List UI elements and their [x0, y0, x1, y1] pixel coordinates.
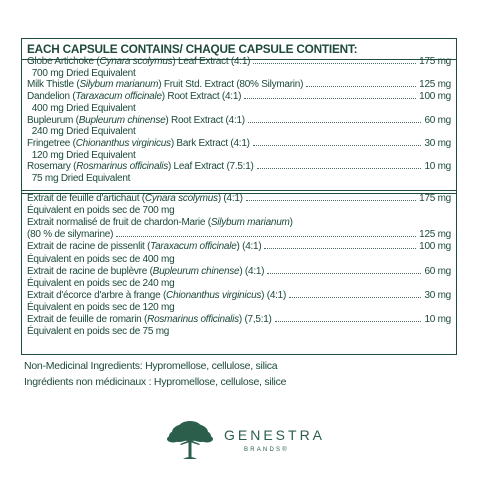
- ingredient-row: [27, 150, 451, 161]
- dot-leader: [253, 145, 422, 146]
- ingredient-text: Dandelion (: [27, 91, 76, 103]
- ingredient-row: [27, 193, 451, 204]
- dot-leader: [264, 248, 416, 249]
- ingredient-text: Extrait de racine de buplèvre (: [27, 265, 153, 277]
- ingredient-text: Globe Artichoke (: [27, 56, 100, 67]
- ingredient-amount: 175 mg: [419, 193, 451, 204]
- latin-name: Taraxacum officinale: [150, 241, 237, 253]
- dot-leader: [306, 86, 416, 87]
- ingredient-label: [27, 126, 136, 137]
- ingredient-label: [27, 138, 250, 149]
- ingredient-row: [27, 79, 451, 90]
- ingredient-text-suffix: ) Leaf Extract (4:1): [172, 56, 251, 67]
- ingredient-label: [27, 241, 261, 252]
- ingredient-text: 240 mg Dried Equivalent: [31, 126, 136, 138]
- ingredient-text: 75 mg Dried Equivalent: [31, 173, 131, 184]
- ingredient-text: Extrait normalisé de fruit de chardon-Marie (: [27, 217, 211, 229]
- ingredient-row: [27, 161, 451, 172]
- ingredient-label: [27, 326, 169, 337]
- ingredient-text: Milk Thistle (: [27, 79, 80, 91]
- ingredient-text: Équivalent en poids sec de 75 mg: [27, 326, 170, 338]
- dot-leader: [257, 168, 422, 169]
- ingredient-label: [27, 278, 174, 289]
- ingredient-text-suffix: ) (7,5:1): [238, 314, 272, 325]
- ingredient-text-suffix: ) (4:1): [217, 193, 243, 204]
- ingredient-label: [27, 193, 243, 204]
- brand-subtitle: BRANDS®: [244, 447, 289, 453]
- ingredient-text: Équivalent en poids sec de 700 mg: [27, 205, 175, 217]
- ingredient-amount: 100 mg: [419, 241, 451, 253]
- ingredient-amount: 10 mg: [424, 161, 451, 173]
- ingredient-label: [27, 266, 264, 277]
- latin-name: Chionanthus virginicus: [75, 137, 171, 149]
- ingredient-row: [27, 205, 451, 216]
- dot-leader: [248, 122, 422, 123]
- ingredient-label: [27, 68, 136, 79]
- ingredient-label: [27, 254, 174, 265]
- ingredient-label: [27, 217, 293, 228]
- latin-name: Rosmarinus officinalis: [76, 161, 168, 173]
- ingredient-amount: 100 mg: [419, 91, 451, 103]
- ingredient-label: [27, 56, 250, 67]
- ingredient-label: [27, 205, 174, 216]
- supplement-facts-panel: [21, 38, 457, 355]
- dot-leader: [246, 200, 416, 201]
- ingredient-text-suffix: ) Fruit Std. Extract (80% Silymarin): [158, 79, 304, 91]
- ingredient-amount: 10 mg: [424, 314, 451, 325]
- ingredient-label: [27, 91, 241, 102]
- latin-name: Silybum marianum: [79, 79, 159, 91]
- ingredient-label: [27, 161, 254, 172]
- ingredient-row: [27, 115, 451, 126]
- ingredient-text: Rosemary (: [27, 161, 77, 173]
- ingredient-text: (80 % de silymarine): [27, 229, 114, 241]
- section-divider-top: [22, 190, 456, 191]
- ingredient-amount: 175 mg: [419, 56, 451, 67]
- ingredient-row: [27, 314, 451, 325]
- ingredient-row: [27, 326, 451, 337]
- ingredient-text: Équivalent en poids sec de 400 mg: [27, 253, 175, 265]
- ingredient-text-suffix: ) Bark Extract (4:1): [170, 137, 250, 149]
- ingredient-label: [27, 103, 136, 114]
- dot-leader: [289, 297, 421, 298]
- ingredient-row: [27, 68, 451, 79]
- ingredient-row: [27, 126, 451, 137]
- ingredient-text: 400 mg Dried Equivalent: [31, 102, 136, 114]
- ingredient-label: [27, 290, 286, 301]
- ingredient-text-suffix: ) Leaf Extract (7.5:1): [167, 161, 254, 173]
- ingredient-row: [27, 103, 451, 114]
- latin-name: Silybum marianum: [210, 217, 290, 229]
- latin-name: Rosmarinus officinalis: [147, 314, 239, 325]
- ingredient-row: [27, 138, 451, 149]
- ingredient-text: Bupleurum (: [27, 114, 79, 126]
- ingredient-text: 120 mg Dried Equivalent: [31, 149, 136, 161]
- ingredient-row: [27, 278, 451, 289]
- ingredient-text-suffix: ) Root Extract (4:1): [165, 114, 245, 126]
- non-medicinal-ingredients-fr: Ingrédients non médicinaux : Hypromellose, cellulose, silice: [24, 376, 287, 388]
- ingredient-label: [27, 150, 136, 161]
- ingredient-amount: 125 mg: [419, 229, 451, 241]
- ingredient-text-suffix: ): [289, 217, 293, 229]
- ingredient-row: [27, 56, 451, 67]
- latin-name: Cynara scolymus: [144, 193, 218, 204]
- ingredient-text: Extrait d'écorce d'arbre à frange (: [27, 289, 167, 301]
- ingredient-label: [27, 115, 245, 126]
- ingredient-text: Équivalent en poids sec de 240 mg: [27, 277, 175, 289]
- ingredient-row: [27, 91, 451, 102]
- ingredient-row: [27, 229, 451, 240]
- panel-heading: EACH CAPSULE CONTAINS/ CHAQUE CAPSULE CONTIENT:: [27, 42, 358, 56]
- ingredient-text: 700 mg Dried Equivalent: [31, 67, 136, 79]
- ingredient-text: Équivalent en poids sec de 120 mg: [27, 301, 175, 313]
- latin-name: Taraxacum officinale: [75, 91, 162, 103]
- latin-name: Cynara scolymus: [99, 56, 173, 67]
- ingredient-amount: 125 mg: [419, 79, 451, 91]
- ingredient-amount: 60 mg: [424, 114, 451, 126]
- ingredient-amount: 30 mg: [424, 289, 451, 301]
- ingredient-amount: 30 mg: [424, 137, 451, 149]
- latin-name: Chionanthus virginicus: [166, 289, 262, 301]
- ingredient-row: [27, 254, 451, 265]
- ingredient-text: Extrait de racine de pissenlit (: [27, 241, 151, 253]
- ingredient-label: [27, 302, 174, 313]
- dot-leader: [253, 63, 416, 64]
- ingredient-text-suffix: ) (4:1): [239, 265, 265, 277]
- ingredient-label: [27, 314, 272, 325]
- dot-leader: [244, 98, 416, 99]
- ingredient-row: [27, 290, 451, 301]
- ingredient-row: [27, 217, 451, 228]
- brand-name: GENESTRA: [224, 427, 326, 443]
- ingredient-label: [27, 229, 113, 240]
- latin-name: Bupleurum chinense: [152, 265, 240, 277]
- non-medicinal-ingredients-en: Non-Medicinal Ingredients: Hypromellose, cellulose, silica: [24, 360, 278, 372]
- ingredient-label: [27, 173, 130, 184]
- ingredient-label: [27, 79, 303, 90]
- ingredient-text-suffix: ) (4:1): [236, 241, 262, 253]
- ingredient-row: [27, 173, 451, 184]
- ingredient-row: [27, 302, 451, 313]
- ingredient-text-suffix: ) (4:1): [261, 289, 287, 301]
- ingredient-text: Extrait de feuille d'artichaut (: [27, 193, 145, 204]
- ingredient-row: [27, 241, 451, 252]
- ingredient-text: Extrait de feuille de romarin (: [27, 314, 148, 325]
- ingredient-row: [27, 266, 451, 277]
- ingredient-text: Fringetree (: [27, 137, 76, 149]
- latin-name: Bupleurum chinense: [78, 114, 166, 126]
- dot-leader: [267, 273, 421, 274]
- dot-leader: [275, 321, 422, 322]
- ingredient-text-suffix: ) Root Extract (4:1): [161, 91, 242, 103]
- ingredient-amount: 60 mg: [424, 265, 451, 277]
- dot-leader: [116, 236, 416, 237]
